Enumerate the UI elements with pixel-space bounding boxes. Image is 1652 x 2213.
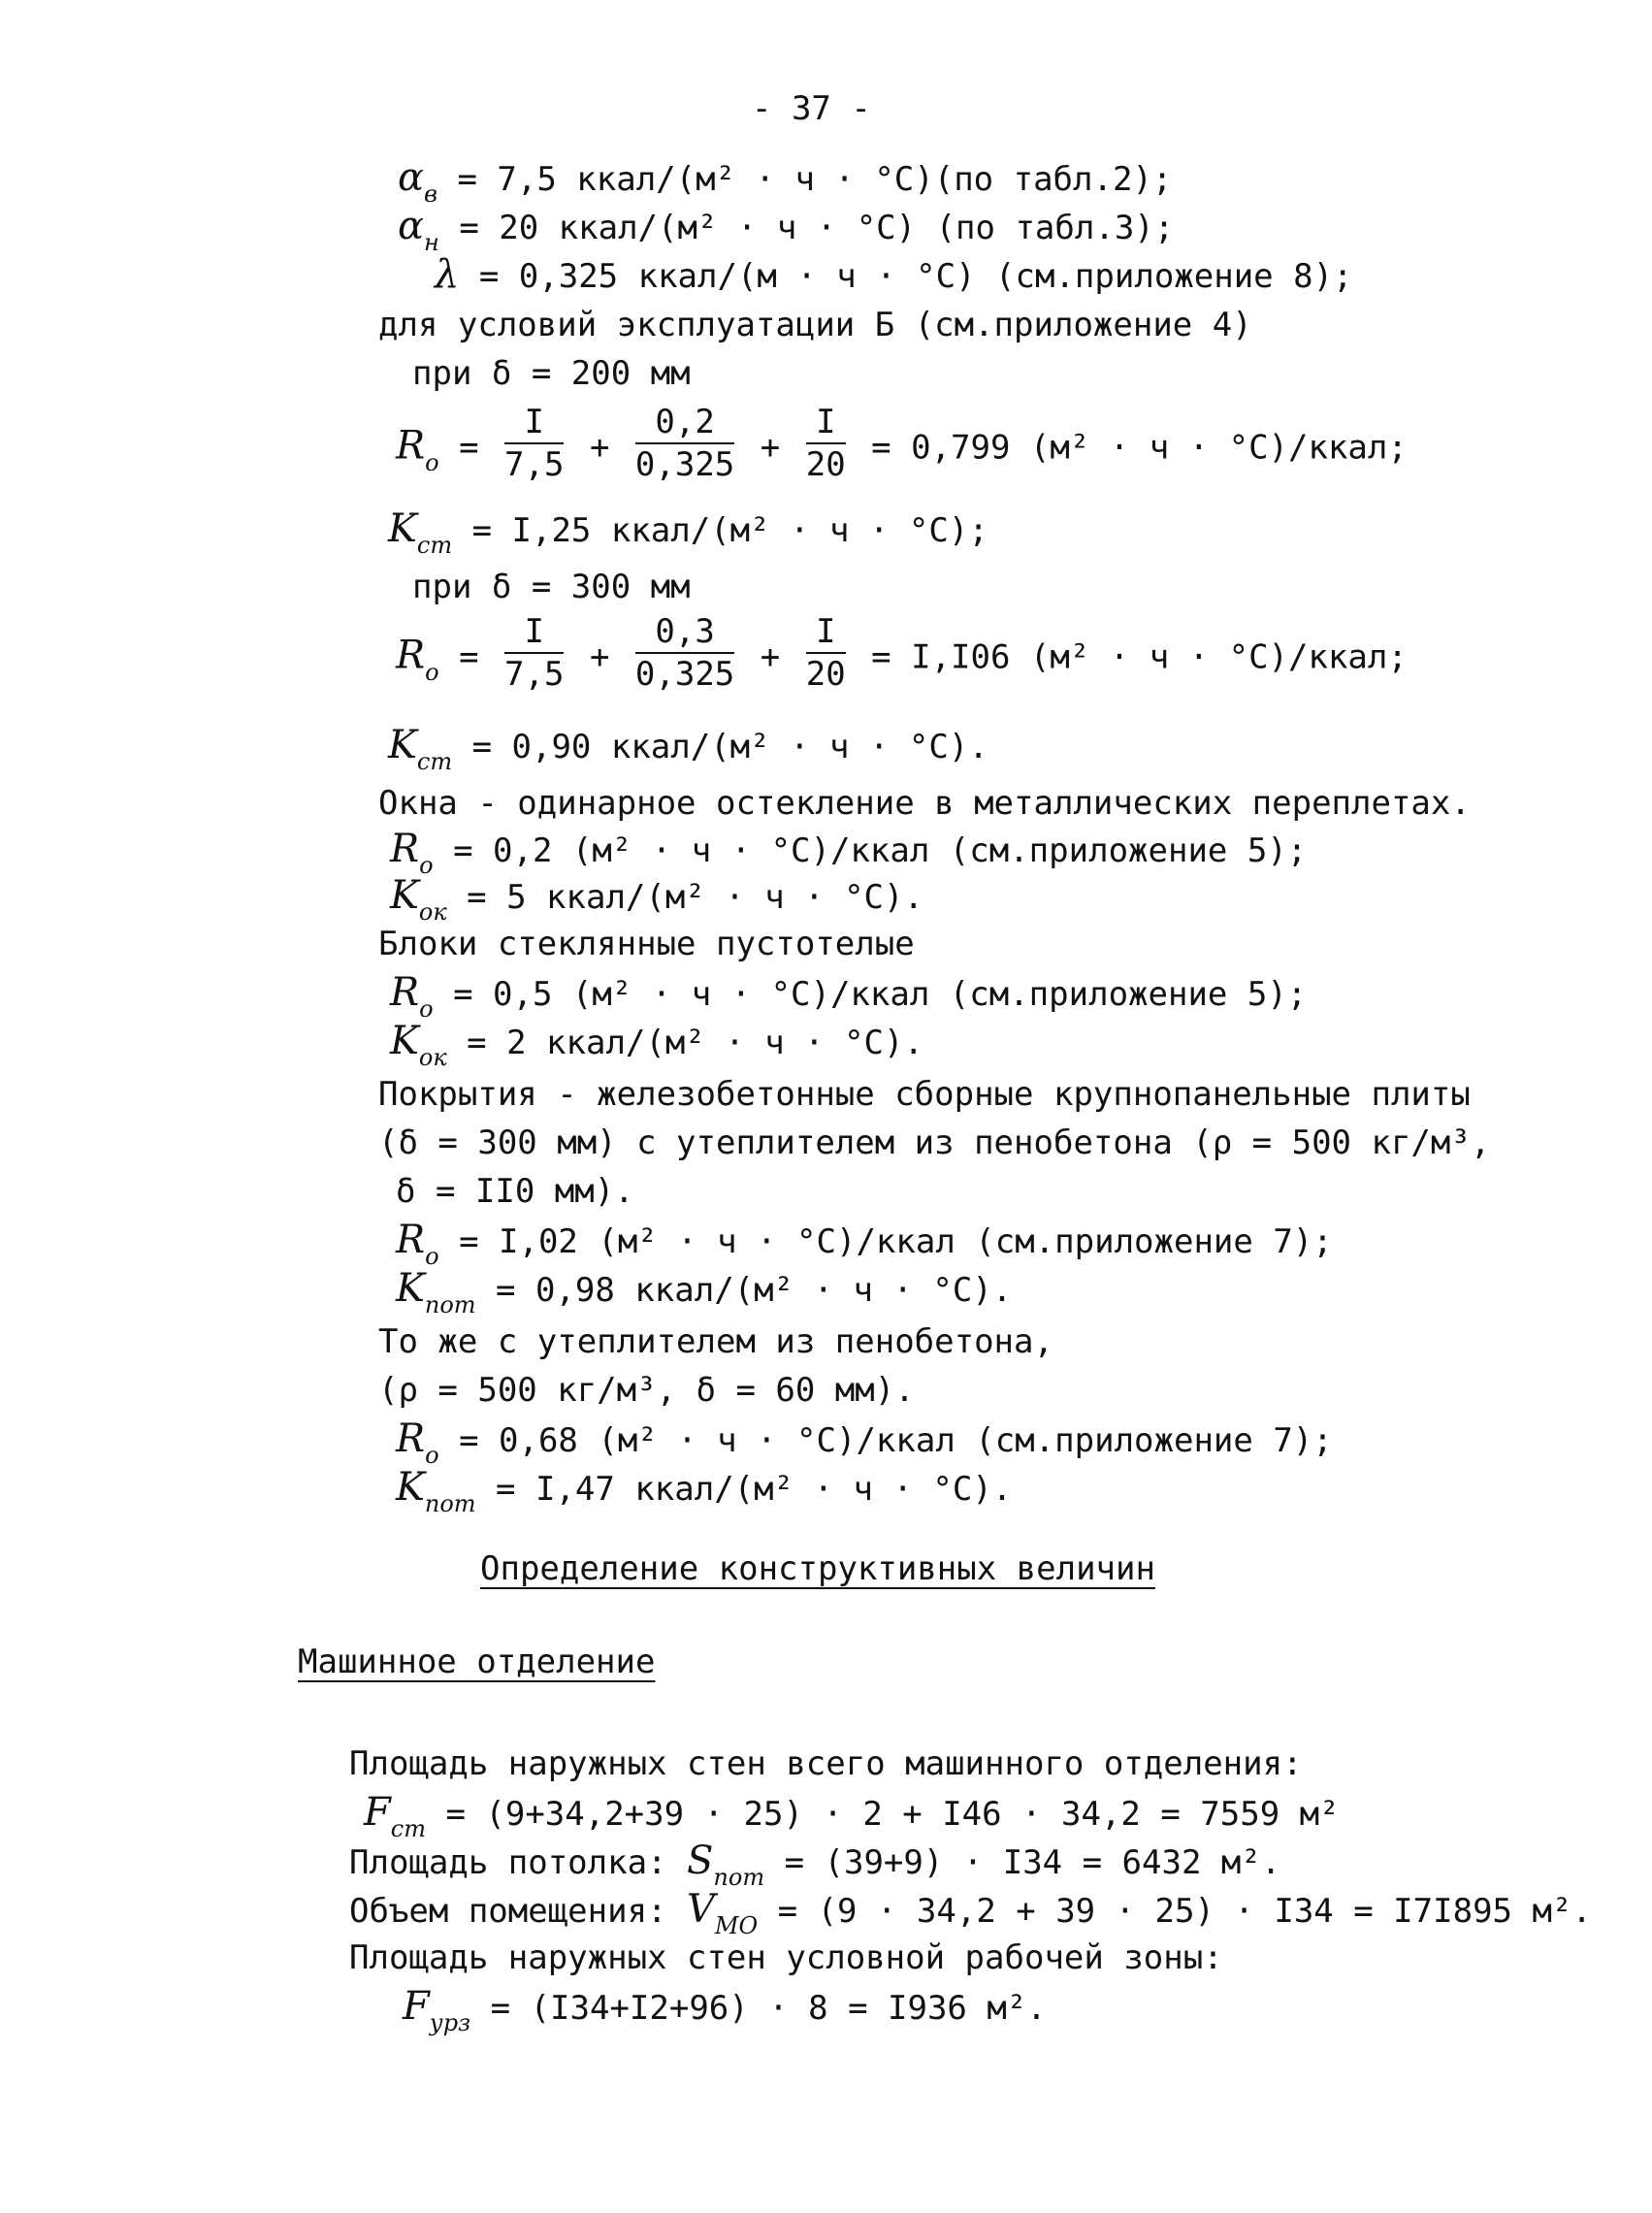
lambda-line	[435, 252, 1353, 297]
section-heading: Определение конструктивных величин	[480, 1549, 1155, 1588]
roof2-line-2: (ρ = 500 кг/м³, δ = 60 мм).	[378, 1371, 915, 1410]
k-symbol: K	[396, 1266, 425, 1311]
walls-area-label: Площадь наружных стен всего машинного отделения:	[349, 1744, 1303, 1783]
fraction-denominator: 0,325	[634, 655, 735, 694]
fraction-denominator: 0,325	[634, 445, 735, 484]
roof2-r-line	[396, 1416, 1333, 1469]
k-symbol: K	[390, 873, 419, 918]
fraction	[806, 404, 846, 483]
fraction	[635, 404, 734, 483]
k-symbol: K	[390, 1019, 419, 1063]
workzone-label: Площадь наружных стен условной рабочей зоны:	[349, 1938, 1223, 1977]
s-symbol: S	[687, 1839, 714, 1883]
alpha-subscript: н	[424, 229, 439, 256]
blocks-k-line	[390, 1019, 923, 1071]
equals-sign: =	[459, 428, 479, 468]
fraction	[504, 404, 564, 483]
r-subscript: о	[425, 1442, 439, 1469]
fraction-numerator: I	[504, 404, 564, 444]
resistance-300-formula	[396, 612, 1408, 699]
r-symbol: R	[396, 1218, 426, 1262]
f-symbol: F	[403, 1984, 430, 2029]
roof2-k-line	[396, 1465, 1013, 1517]
roof-k-line	[396, 1266, 1013, 1318]
volume-line	[349, 1887, 1592, 1939]
k-subscript: пот	[424, 1490, 476, 1517]
s-subscript: пот	[713, 1864, 765, 1891]
k-subscript: пот	[424, 1291, 476, 1318]
alpha-outer-line	[398, 204, 1175, 256]
formula-body: = (I34+I2+96) · 8 = I936 м².	[490, 1989, 1047, 2028]
k-symbol: K	[388, 506, 417, 551]
r-symbol: R	[390, 827, 420, 871]
thickness-300-text: при δ = 300 мм	[412, 568, 691, 606]
fraction	[504, 613, 564, 693]
windows-title: Окна - одинарное остекление в металлических переплетах.	[378, 784, 1471, 823]
k-value: = I,25 ккал/(м² · ч · °С);	[471, 511, 988, 550]
fraction-denominator: 20	[805, 655, 846, 694]
formula-body: = (39+9) · I34 = 6432 м².	[784, 1843, 1281, 1882]
f-subscript: ст	[390, 1815, 426, 1842]
k-subscript: ок	[418, 1044, 447, 1071]
fraction	[806, 613, 846, 693]
fraction	[635, 613, 734, 693]
roof-title: Покрытия - железобетонные сборные крупнопанельные плиты	[378, 1075, 1471, 1114]
plus-sign: +	[589, 428, 610, 468]
r-value: = I,02 (м² · ч · °С)/ккал (см.приложение 7);	[459, 1222, 1333, 1261]
fraction-denominator: 7,5	[504, 655, 565, 694]
roof-r-line	[396, 1218, 1333, 1270]
r-value: = 0,5 (м² · ч · °С)/ккал (см.приложение 5);	[453, 975, 1308, 1014]
plus-sign: +	[760, 637, 781, 677]
v-subscript: МО	[714, 1912, 759, 1939]
blocks-r-line	[390, 970, 1308, 1023]
ceiling-line	[349, 1839, 1281, 1891]
fraction-denominator: 20	[805, 445, 846, 484]
r-subscript: о	[419, 995, 434, 1023]
fraction-numerator: I	[504, 613, 564, 654]
resistance-result: = 0,799 (м² · ч · °С)/ккал;	[871, 428, 1408, 468]
roof-line-2: (δ = 300 мм) с утеплителем из пенобетона (ρ = 500 кг/м³,	[378, 1123, 1491, 1162]
k-subscript: ок	[418, 898, 447, 926]
roof-line-3: δ = II0 мм).	[396, 1172, 634, 1211]
alpha-outer-value: = 20 ккал/(м² · ч · °С) (по табл.3);	[459, 209, 1175, 247]
plus-sign: +	[760, 428, 781, 468]
walls-area-formula	[364, 1790, 1340, 1842]
r-subscript: о	[425, 658, 439, 686]
r-symbol: R	[396, 423, 426, 469]
k-subscript: ст	[416, 532, 453, 559]
thickness-200-text: при δ = 200 мм	[412, 354, 691, 393]
fraction-denominator: 7,5	[504, 445, 565, 484]
alpha-inner-value: = 7,5 ккал/(м² · ч · °С)(по табл.2);	[457, 160, 1173, 199]
alpha-symbol: α	[398, 204, 425, 248]
plus-sign: +	[589, 637, 610, 677]
r-symbol: R	[390, 970, 420, 1015]
formula-body: = (9 · 34,2 + 39 · 25) · I34 = I7I895 м².	[777, 1892, 1592, 1931]
f-subscript: урз	[429, 2009, 471, 2036]
r-symbol: R	[396, 633, 426, 678]
k-value: = 0,98 ккал/(м² · ч · °С).	[496, 1271, 1013, 1310]
k-value: = 0,90 ккал/(м² · ч · °С).	[471, 728, 988, 766]
windows-r-line	[390, 827, 1308, 879]
v-symbol: V	[687, 1887, 715, 1932]
roof2-title: То же с утеплителем из пенобетона,	[378, 1322, 1053, 1361]
ceiling-label: Площадь потолка:	[349, 1843, 667, 1882]
fraction-numerator: 0,3	[635, 613, 734, 654]
lambda-value: = 0,325 ккал/(м · ч · °С) (см.приложение 8);	[478, 257, 1353, 296]
fraction-numerator: 0,2	[635, 404, 734, 444]
resistance-200-formula	[396, 403, 1408, 489]
alpha-subscript: в	[424, 180, 437, 208]
k-symbol: K	[396, 1465, 425, 1510]
k-value: = 2 ккал/(м² · ч · °С).	[467, 1024, 923, 1062]
r-subscript: о	[425, 1243, 439, 1270]
k-value: = 5 ккал/(м² · ч · °С).	[467, 878, 923, 917]
fraction-numerator: I	[806, 404, 846, 444]
alpha-symbol: α	[398, 155, 425, 200]
alpha-inner-line	[398, 155, 1173, 208]
fraction-numerator: I	[806, 613, 846, 654]
formula-body: = (9+34,2+39 · 25) · 2 + I46 · 34,2 = 7559 м²	[445, 1795, 1340, 1834]
r-symbol: R	[396, 1416, 426, 1461]
r-value: = 0,68 (м² · ч · °С)/ккал (см.приложение 7);	[459, 1421, 1333, 1460]
page-number: - 37 -	[752, 89, 871, 128]
volume-label: Объем помещения:	[349, 1892, 667, 1931]
blocks-title: Блоки стеклянные пустотелые	[378, 925, 915, 963]
r-subscript: о	[425, 448, 439, 476]
conditions-text: для условий эксплуатации Б (см.приложение 4)	[378, 306, 1252, 344]
r-value: = 0,2 (м² · ч · °С)/ккал (см.приложение 5);	[453, 831, 1308, 870]
lambda-symbol: λ	[435, 252, 460, 297]
k-symbol: K	[388, 723, 417, 767]
resistance-result: = I,I06 (м² · ч · °С)/ккал;	[871, 637, 1408, 677]
equals-sign: =	[459, 637, 479, 677]
r-subscript: о	[419, 852, 434, 879]
workzone-formula	[403, 1984, 1047, 2036]
k-wall-200-line	[388, 506, 988, 559]
k-subscript: ст	[416, 748, 453, 775]
windows-k-line	[390, 873, 923, 926]
k-wall-300-line	[388, 723, 988, 775]
f-symbol: F	[364, 1790, 391, 1835]
k-value: = I,47 ккал/(м² · ч · °С).	[496, 1470, 1013, 1509]
subsection-heading: Машинное отделение	[298, 1643, 656, 1681]
